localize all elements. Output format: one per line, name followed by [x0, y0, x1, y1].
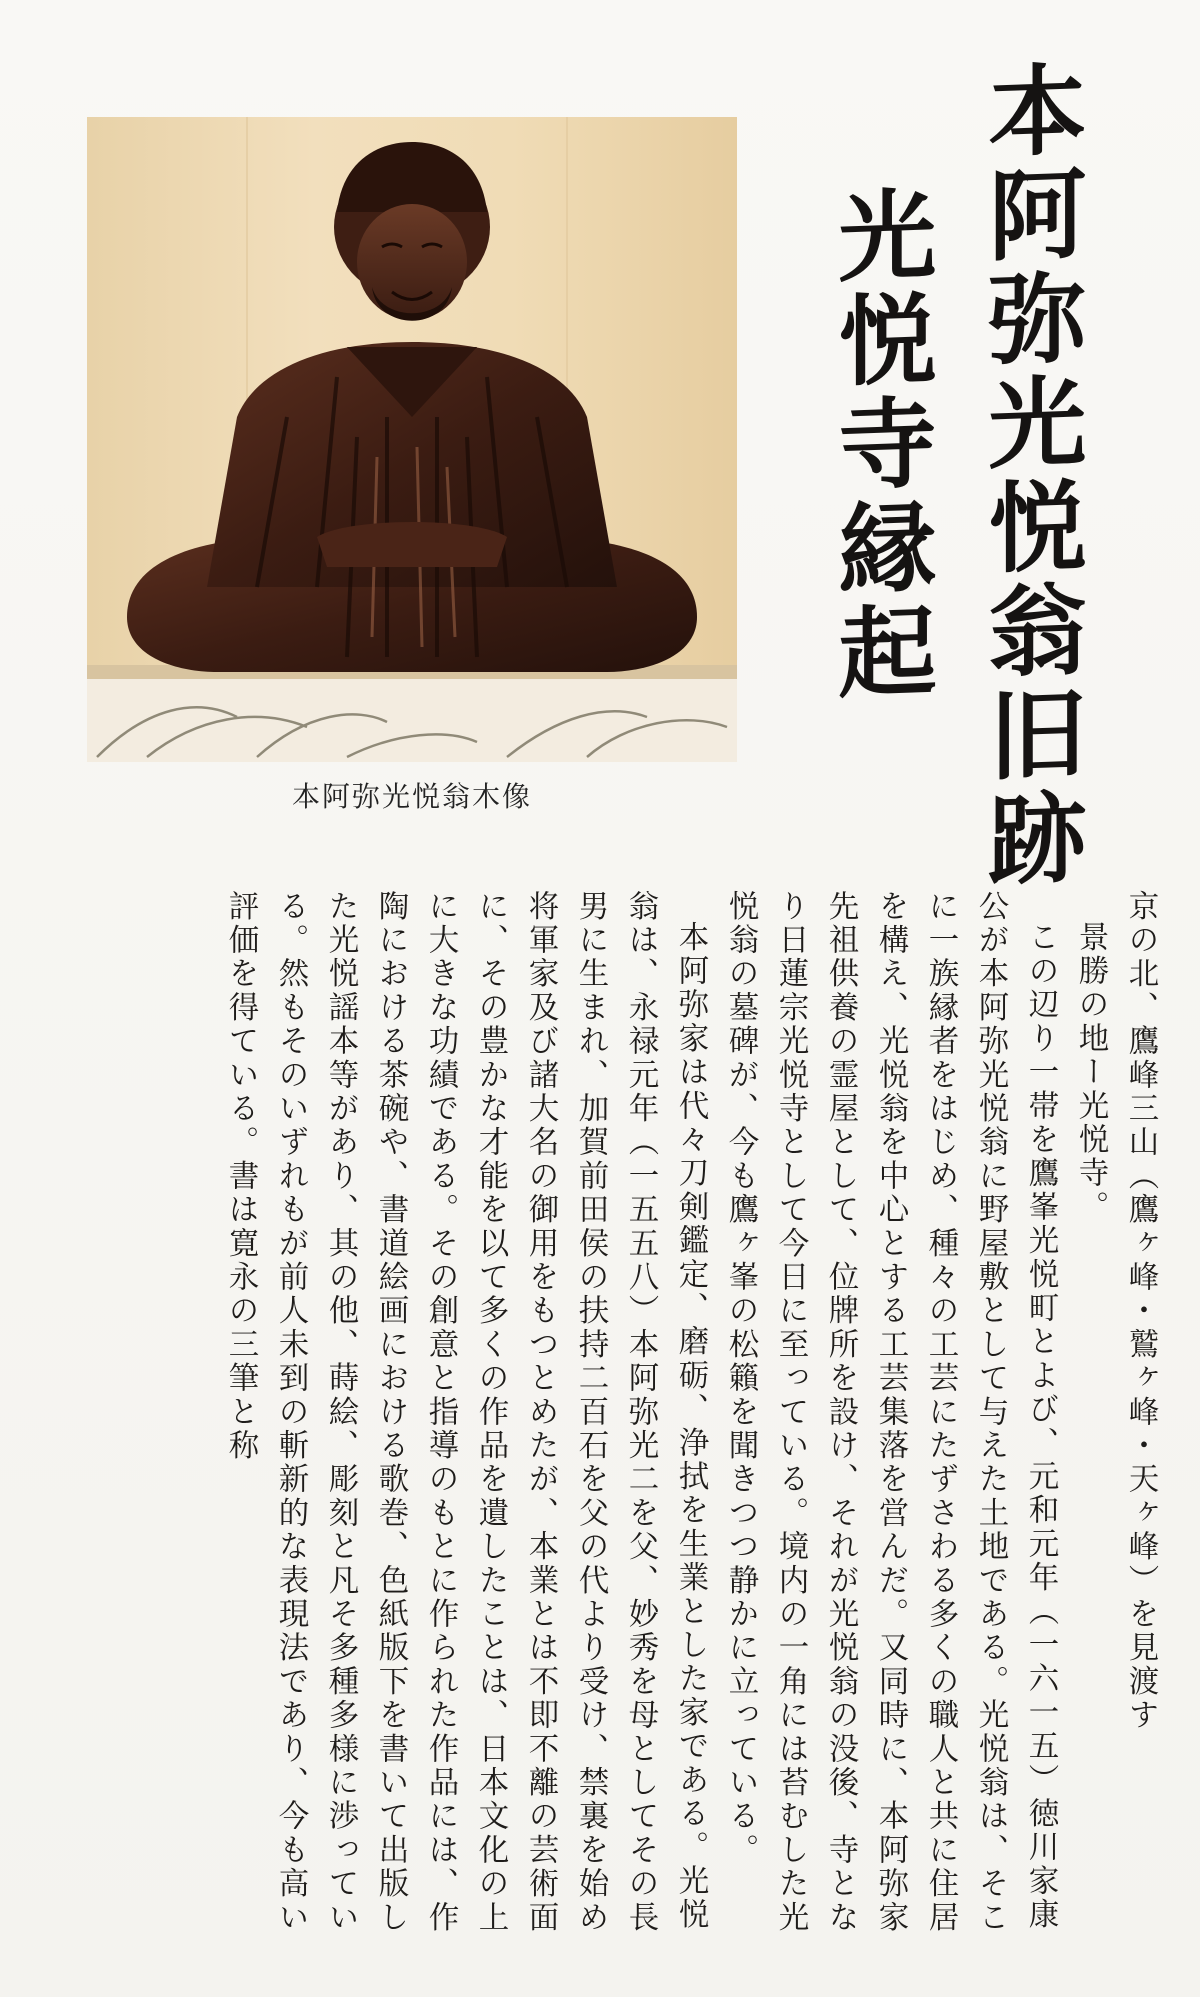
photo-caption: 本阿弥光悦翁木像	[291, 780, 532, 813]
paragraph-1b: 景勝の地ー光悦寺。	[1073, 920, 1108, 1224]
paragraph-3: 本阿弥家は代々刀剣鑑定、磨砺、浄拭を生業とした家である。光悦翁は、永禄元年（一五五八）本阿弥光二を父、妙秀を母としてその長男に生まれ、加賀前田侯の扶持二百石を父の代より受け、禁裏を始め将軍家及び諸大名の御用をもつとめたが、本業とは不即不離の芸術面に、その豊かな才能を以て多くの作品を遺したことは、日本文化の上に大きな功績である。その創意と指導のもとに作られた作品には、作陶における茶碗や、書道絵画における歌巻、色紙版下を書いて出版した光悦謡本等があり、其の他、蒔絵、彫刻と凡そ多種多様に渉っている。然もそのいずれもが前人未到の斬新的な表現法であり、今も高い評価を得ている。書は寛永の三筆と称	[223, 890, 708, 1935]
title-line-2: 光悦寺縁起	[822, 182, 937, 707]
title-line-1: 本阿弥光悦翁旧跡	[972, 57, 1087, 894]
statue-photo	[87, 117, 737, 762]
body-text	[45, 890, 1165, 1950]
paragraph-2: この辺り一帯を鷹峯光悦町とよび、元和元年（一六一五）徳川家康公が本阿弥光悦翁に野屋敷として与えた土地である。光悦翁は、そこに一族縁者をはじめ、種々の工芸にたずさわる多くの職人と共に住居を構え、光悦翁を中心とする工芸集落を営んだ。又同時に、本阿弥家先祖供養の霊屋として、位牌所を設け、それが光悦翁の没後、寺となり日蓮宗光悦寺として今日に至っている。境内の一角には苔むした光悦翁の墓碑が、今も鷹ヶ峯の松籟を聞きつつ静かに立っている。	[723, 890, 1058, 1935]
wooden-statue-illustration	[87, 117, 737, 762]
paragraph-1a: 京の北、鷹峰三山（鷹ヶ峰・鷲ヶ峰・天ヶ峰）を見渡す	[1123, 890, 1158, 1733]
